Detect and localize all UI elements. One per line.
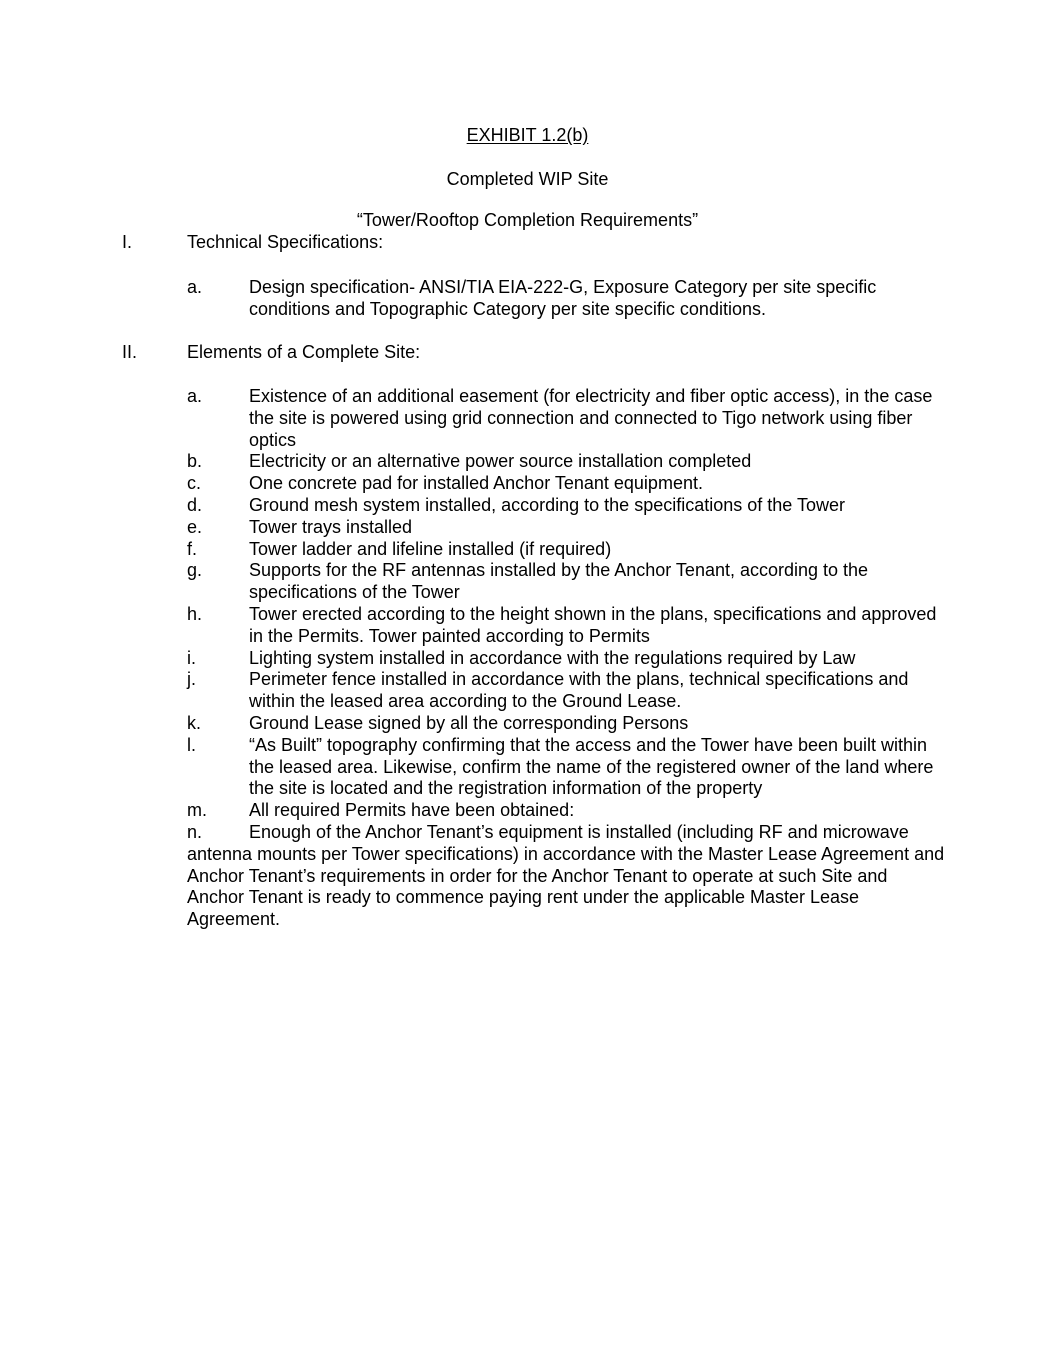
- list-item-marker: c.: [187, 473, 202, 494]
- list-item-marker: f.: [187, 538, 198, 559]
- section-number: I.: [122, 232, 133, 252]
- list-item-marker: b.: [187, 451, 203, 472]
- list-item: [187, 669, 947, 713]
- section-heading-text: Elements of a Complete Site:: [187, 342, 421, 362]
- list-item-marker: a.: [187, 277, 203, 297]
- list-item: [187, 473, 947, 495]
- list-item-text: Tower erected according to the height shown in the plans, specifications and approved in the Permits. Tower painted according to Permits: [249, 603, 937, 646]
- list-item-marker: i.: [187, 647, 196, 668]
- section-number: II.: [122, 342, 138, 362]
- list-item: [187, 604, 947, 648]
- list-item-marker: a.: [187, 386, 203, 406]
- list-item-marker: m.: [187, 800, 207, 821]
- list-item-text: Electricity or an alternative power source installation completed: [249, 451, 752, 472]
- list-item-marker: k.: [187, 712, 202, 733]
- list-item-marker: d.: [187, 494, 203, 515]
- list-item-text: Tower trays installed: [249, 516, 413, 537]
- list-item: [187, 517, 947, 539]
- list-item: [187, 735, 947, 800]
- complete-site-elements-list: [187, 386, 947, 822]
- list-item-text: Design specification- ANSI/TIA EIA-222-G, Exposure Category per site specific conditions and Topographic Category per site specific conditions.: [249, 277, 877, 319]
- list-item: [187, 495, 947, 517]
- list-item-text: All required Permits have been obtained:: [249, 800, 575, 821]
- list-item-text: Enough of the Anchor Tenant’s equipment is installed (including RF and microwave antenna mounts per Tower specifications) in accordance with the Master Lease Agreement and Anchor Tenant’s requirements in order for the Anchor Tenant to operate at such Site and Anchor Tenant is ready to commence paying rent under the applicable Master Lease Agreement.: [187, 822, 945, 930]
- list-item-marker: h.: [187, 603, 203, 624]
- list-item-text: Ground mesh system installed, according to the specifications of the Tower: [249, 494, 845, 515]
- list-item-marker: l.: [187, 734, 196, 755]
- list-item-text: Lighting system installed in accordance with the regulations required by Law: [249, 647, 856, 668]
- section-heading-technical-specifications: [122, 232, 383, 254]
- list-item-text: Ground Lease signed by all the corresponding Persons: [249, 712, 689, 733]
- section-heading-complete-site-elements: [122, 342, 420, 364]
- section-heading-text: Technical Specifications:: [187, 232, 384, 252]
- list-item-marker: g.: [187, 560, 203, 581]
- list-item: [187, 713, 947, 735]
- list-item: [187, 539, 947, 561]
- list-item: [187, 560, 947, 604]
- list-item: [187, 800, 947, 822]
- list-item-text: Supports for the RF antennas installed by the Anchor Tenant, according to the specifications of the Tower: [249, 560, 869, 603]
- requirements-title: “Tower/Rooftop Completion Requirements”: [356, 210, 699, 230]
- list-item-text: One concrete pad for installed Anchor Tenant equipment.: [249, 473, 703, 494]
- list-item-marker: e.: [187, 516, 203, 537]
- list-item-text: Tower ladder and lifeline installed (if required): [249, 538, 612, 559]
- technical-specifications-list: [187, 277, 947, 321]
- final-list-item: [187, 822, 947, 931]
- list-item-text: Perimeter fence installed in accordance with the plans, technical specifications and within the leased area according to the Ground Lease.: [249, 669, 909, 712]
- list-item: [187, 648, 947, 670]
- list-item-text: “As Built” topography confirming that the access and the Tower have been built within the leased area. Likewise, confirm the name of the registered owner of the land where the site is located and the registration information of the property: [249, 734, 934, 799]
- list-item-marker: n.: [187, 822, 203, 842]
- exhibit-title: EXHIBIT 1.2(b): [466, 125, 589, 145]
- list-item: [187, 451, 947, 473]
- document-subtitle: Completed WIP Site: [446, 169, 609, 189]
- list-item-text: Existence of an additional easement (for electricity and fiber optic access), in the case the site is powered using grid connection and connected to Tigo network using fiber optics: [249, 386, 933, 450]
- list-item-marker: j.: [187, 669, 196, 690]
- list-item: [187, 386, 947, 451]
- list-item: [187, 277, 947, 321]
